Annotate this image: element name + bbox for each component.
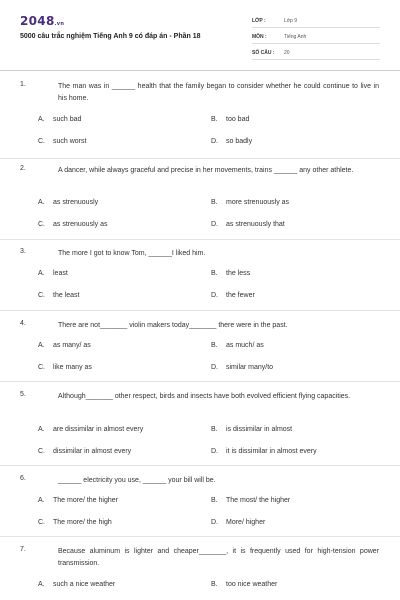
option-text: such worst xyxy=(53,138,87,145)
option-letter: B. xyxy=(211,116,218,123)
option-b[interactable] xyxy=(211,116,249,123)
meta-label: SỐ CÂU : xyxy=(252,49,275,56)
question-text: Although_______ other respect, birds and insects have both evolved efficient flying capacities. xyxy=(58,393,351,400)
question-number: 1. xyxy=(20,81,26,88)
question-number: 6. xyxy=(20,475,26,482)
option-text: are dissimilar in almost every xyxy=(53,426,144,433)
option-text: least xyxy=(53,270,68,277)
option-letter: D. xyxy=(211,519,218,526)
option-text: so badly xyxy=(226,138,253,145)
option-c[interactable] xyxy=(38,364,92,371)
option-c[interactable] xyxy=(38,448,131,455)
meta-label: LỚP : xyxy=(252,17,266,24)
question-number: 2. xyxy=(20,165,26,172)
option-text: like many as xyxy=(53,364,92,371)
option-letter: B. xyxy=(211,581,218,588)
option-letter: A. xyxy=(38,497,45,504)
option-letter: C. xyxy=(38,364,45,371)
meta-value: Tiếng Anh xyxy=(284,33,307,40)
option-text: the fewer xyxy=(226,292,255,299)
option-text: such bad xyxy=(53,116,82,123)
question-text: The man was in ______ health that the family began to consider whether he could continue to live in his home. xyxy=(58,83,379,102)
question-separator xyxy=(0,310,400,311)
question-number: 7. xyxy=(20,546,26,553)
question-separator xyxy=(0,536,400,537)
option-a[interactable] xyxy=(38,581,115,588)
option-letter: C. xyxy=(38,292,45,299)
option-text: such a nice weather xyxy=(53,581,116,588)
meta-value: Lớp 9 xyxy=(284,17,298,24)
question-separator xyxy=(0,239,400,240)
option-text: is dissimilar in almost xyxy=(226,426,293,433)
option-a[interactable] xyxy=(38,426,143,433)
option-text: as strenuously xyxy=(53,199,99,206)
question-number: 4. xyxy=(20,320,26,327)
question-number: 3. xyxy=(20,248,26,255)
option-text: too bad xyxy=(226,116,250,123)
option-text: The more/ the high xyxy=(53,519,112,526)
meta-label: MÔN : xyxy=(252,33,267,40)
question-text: Because aluminum is lighter and cheaper_______, it is frequently used for high-tension power transmission. xyxy=(58,548,379,567)
question-separator xyxy=(0,465,400,466)
document-title: 5000 câu trắc nghiệm Tiếng Anh 9 có đáp án - Phần 18 xyxy=(20,33,201,40)
option-text: more strenuously as xyxy=(226,199,290,206)
option-letter: D. xyxy=(211,364,218,371)
option-a[interactable] xyxy=(38,116,81,123)
option-text: The more/ the higher xyxy=(53,497,118,504)
question-text: The more I got to know Tom, ______I liked him. xyxy=(58,250,206,257)
option-text: as strenuously as xyxy=(53,221,108,228)
option-c[interactable] xyxy=(38,221,107,228)
logo-suffix: .vn xyxy=(54,21,65,27)
option-b[interactable] xyxy=(211,342,264,349)
option-text: it is dissimilar in almost every xyxy=(226,448,317,455)
question-number: 5. xyxy=(20,391,26,398)
option-text: too nice weather xyxy=(226,581,278,588)
option-letter: A. xyxy=(38,270,45,277)
meta-row-count xyxy=(252,46,380,60)
option-b[interactable] xyxy=(211,497,290,504)
option-d[interactable] xyxy=(211,519,265,526)
option-text: More/ higher xyxy=(226,519,266,526)
option-a[interactable] xyxy=(38,342,91,349)
option-text: similar many/to xyxy=(226,364,274,371)
option-letter: D. xyxy=(211,448,218,455)
meta-row-subject xyxy=(252,30,380,44)
option-letter: B. xyxy=(211,270,218,277)
option-text: the least xyxy=(53,292,80,299)
document-meta xyxy=(252,14,380,62)
option-d[interactable] xyxy=(211,221,285,228)
question-text: ______ electricity you use, ______ your bill will be. xyxy=(58,477,216,484)
option-d[interactable] xyxy=(211,138,252,145)
option-a[interactable] xyxy=(38,497,118,504)
option-letter: C. xyxy=(38,448,45,455)
option-c[interactable] xyxy=(38,138,86,145)
option-d[interactable] xyxy=(211,292,255,299)
option-letter: C. xyxy=(38,519,45,526)
option-text: as strenuously that xyxy=(226,221,285,228)
option-a[interactable] xyxy=(38,199,98,206)
option-d[interactable] xyxy=(211,448,317,455)
option-letter: B. xyxy=(211,426,218,433)
option-letter: A. xyxy=(38,581,45,588)
option-c[interactable] xyxy=(38,292,79,299)
option-letter: B. xyxy=(211,497,218,504)
question-separator xyxy=(0,381,400,382)
option-text: as many/ as xyxy=(53,342,91,349)
option-letter: B. xyxy=(211,199,218,206)
option-b[interactable] xyxy=(211,199,289,206)
option-b[interactable] xyxy=(211,426,292,433)
option-b[interactable] xyxy=(211,270,250,277)
question-separator xyxy=(0,158,400,159)
header-divider xyxy=(0,70,400,71)
option-letter: C. xyxy=(38,221,45,228)
option-b[interactable] xyxy=(211,581,277,588)
question-text: There are not_______ violin makers today_______ there were in the past. xyxy=(58,322,288,329)
option-text: the less xyxy=(226,270,251,277)
meta-row-class xyxy=(252,14,380,28)
option-text: dissimilar in almost every xyxy=(53,448,132,455)
option-text: The most/ the higher xyxy=(226,497,291,504)
site-logo[interactable] xyxy=(20,14,64,28)
option-letter: A. xyxy=(38,116,45,123)
option-letter: C. xyxy=(38,138,45,145)
option-letter: A. xyxy=(38,199,45,206)
option-letter: D. xyxy=(211,221,218,228)
option-a[interactable] xyxy=(38,270,68,277)
option-d[interactable] xyxy=(211,364,273,371)
option-letter: A. xyxy=(38,342,45,349)
option-letter: B. xyxy=(211,342,218,349)
document-header xyxy=(0,0,400,68)
option-letter: D. xyxy=(211,138,218,145)
option-letter: D. xyxy=(211,292,218,299)
option-text: as much/ as xyxy=(226,342,264,349)
question-text: A dancer, while always graceful and precise in her movements, trains ______ any other athlete. xyxy=(58,167,354,174)
option-c[interactable] xyxy=(38,519,112,526)
option-letter: A. xyxy=(38,426,45,433)
logo-main: 2048 xyxy=(20,14,55,28)
meta-value: 20 xyxy=(284,49,290,56)
